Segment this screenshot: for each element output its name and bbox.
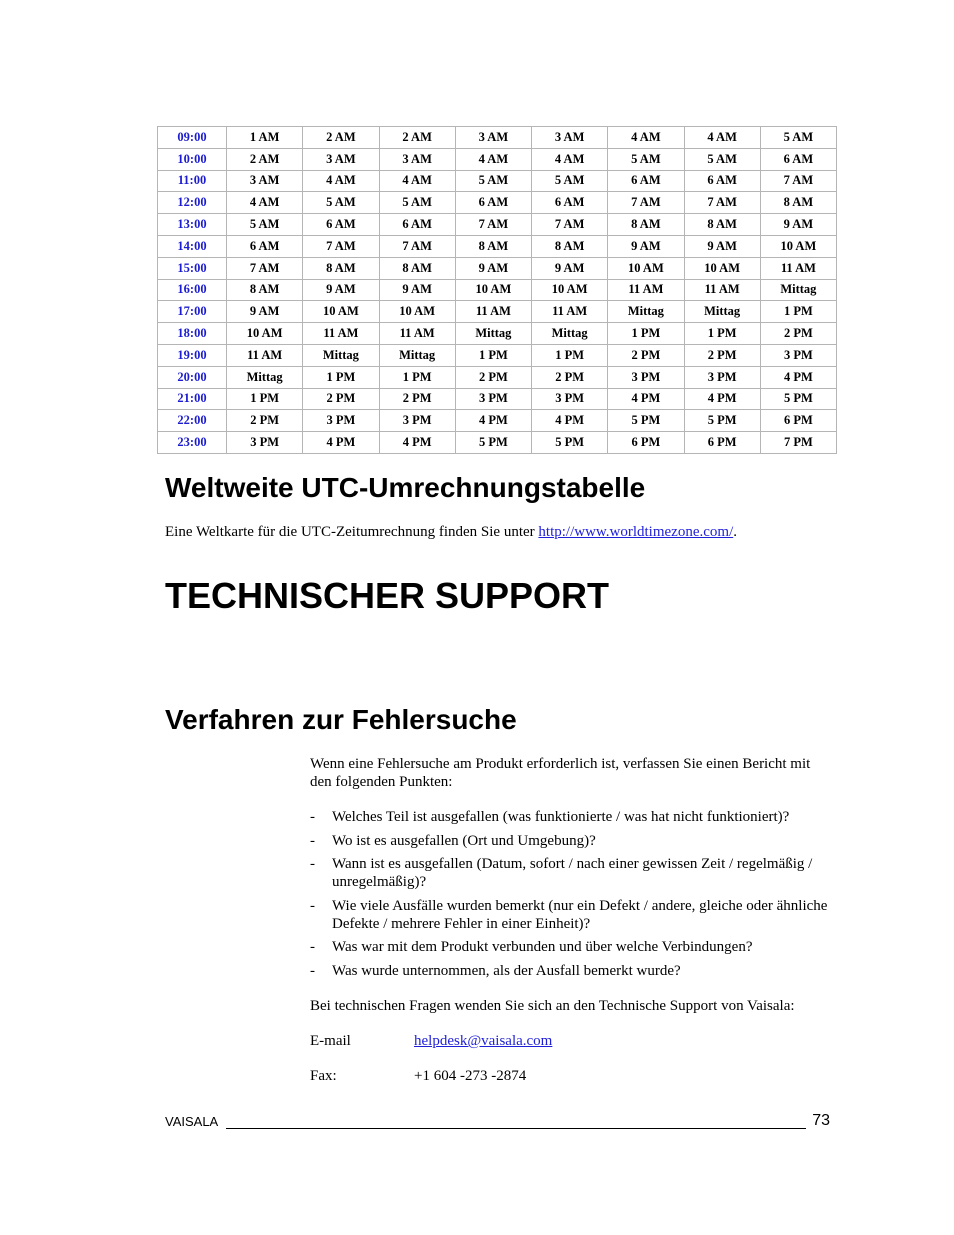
local-time-cell: 11 AM (226, 345, 302, 367)
local-time-cell: 4 PM (302, 432, 378, 454)
local-time-cell: 11 AM (379, 323, 455, 345)
support-contact-text: Bei technischen Fragen wenden Sie sich an den Technische Support von Vaisala: (310, 998, 795, 1014)
worldtimezone-link[interactable]: http://www.worldtimezone.com/ (538, 524, 734, 540)
local-time-cell: 4 PM (531, 410, 607, 432)
local-time-cell: Mittag (684, 301, 760, 323)
local-time-cell: 3 AM (531, 127, 607, 149)
local-time-cell: 3 AM (302, 149, 378, 171)
bullet-dash: - (310, 962, 315, 979)
local-time-cell: 6 AM (607, 171, 683, 193)
local-time-cell: 11 AM (760, 258, 836, 280)
utc-time-cell: 23:00 (157, 432, 226, 454)
local-time-cell: 5 AM (607, 149, 683, 171)
utc-section-text (165, 523, 830, 541)
local-time-cell: 11 AM (607, 280, 683, 302)
local-time-cell: 2 PM (226, 410, 302, 432)
bullet-text: Welches Teil ist ausgefallen (was funktionierte / was hat nicht funktioniert)? (332, 809, 790, 825)
local-time-cell: 7 AM (760, 171, 836, 193)
local-time-cell: 5 AM (455, 171, 531, 193)
local-time-cell: 1 PM (684, 323, 760, 345)
local-time-cell: 2 AM (379, 127, 455, 149)
utc-time-cell: 10:00 (157, 149, 226, 171)
local-time-cell: 4 PM (607, 389, 683, 411)
local-time-cell: 10 AM (302, 301, 378, 323)
local-time-cell: 6 AM (455, 192, 531, 214)
table-row (157, 171, 836, 193)
local-time-cell: 1 PM (531, 345, 607, 367)
local-time-cell: 6 PM (684, 432, 760, 454)
table-row (157, 236, 836, 258)
local-time-cell: 6 AM (760, 149, 836, 171)
local-time-cell: 8 AM (302, 258, 378, 280)
bullet-dash: - (310, 809, 315, 825)
local-time-cell: 6 AM (531, 192, 607, 214)
local-time-cell: 3 PM (379, 410, 455, 432)
utc-time-cell: 11:00 (157, 171, 226, 193)
chapter-title: TECHNISCHER SUPPORT (165, 575, 610, 616)
utc-time-cell: 15:00 (157, 258, 226, 280)
utc-time-cell: 18:00 (157, 323, 226, 345)
local-time-cell: Mittag (379, 345, 455, 367)
local-time-cell: 3 PM (684, 367, 760, 389)
local-time-cell: 11 AM (684, 280, 760, 302)
local-time-cell: 1 PM (302, 367, 378, 389)
local-time-cell: 9 AM (302, 280, 378, 302)
table-row (157, 323, 836, 345)
local-time-cell: 4 AM (226, 192, 302, 214)
local-time-cell: 11 AM (302, 323, 378, 345)
local-time-cell: 3 PM (226, 432, 302, 454)
local-time-cell: 9 AM (684, 236, 760, 258)
utc-time-cell: 12:00 (157, 192, 226, 214)
bullet-dash: - (310, 897, 315, 914)
utc-time-cell: 20:00 (157, 367, 226, 389)
utc-text-before: Eine Weltkarte für die UTC-Zeitumrechnung finden Sie unter (165, 524, 539, 540)
local-time-cell: 5 AM (684, 149, 760, 171)
local-time-cell: 6 AM (379, 214, 455, 236)
local-time-cell: 7 AM (455, 214, 531, 236)
local-time-cell: 7 AM (302, 236, 378, 258)
local-time-cell: 6 PM (607, 432, 683, 454)
local-time-cell: 7 AM (379, 236, 455, 258)
local-time-cell: 7 AM (684, 192, 760, 214)
local-time-cell: 4 AM (531, 149, 607, 171)
utc-time-cell: 21:00 (157, 389, 226, 411)
list-item (310, 832, 830, 850)
troubleshooting-bullet-list (310, 808, 830, 985)
local-time-cell: 7 AM (226, 258, 302, 280)
troubleshooting-heading: Verfahren zur Fehlersuche (165, 704, 517, 735)
local-time-cell: 3 AM (379, 149, 455, 171)
local-time-cell: 2 PM (531, 367, 607, 389)
local-time-cell: 1 PM (760, 301, 836, 323)
local-time-cell: 4 AM (379, 171, 455, 193)
local-time-cell: 2 AM (302, 127, 378, 149)
table-row (157, 410, 836, 432)
bullet-dash: - (310, 856, 315, 872)
local-time-cell: Mittag (531, 323, 607, 345)
footer-brand: VAISALA (165, 1114, 219, 1129)
utc-conversion-table (157, 126, 837, 454)
local-time-cell: Mittag (455, 323, 531, 345)
local-time-cell: 1 PM (607, 323, 683, 345)
local-time-cell: 10 AM (684, 258, 760, 280)
local-time-cell: 2 PM (760, 323, 836, 345)
local-time-cell: 2 PM (607, 345, 683, 367)
local-time-cell: 9 AM (531, 258, 607, 280)
table-row (157, 432, 836, 454)
bullet-text: Wie viele Ausfälle wurden bemerkt (nur ein Defekt / andere, gleiche oder ähnliche Defekte / mehrere Fehler in einer Einheit)? (332, 897, 828, 932)
local-time-cell: 2 PM (455, 367, 531, 389)
utc-table-body (157, 127, 836, 454)
local-time-cell: 8 AM (607, 214, 683, 236)
local-time-cell: 6 AM (302, 214, 378, 236)
table-row (157, 192, 836, 214)
local-time-cell: 11 AM (455, 301, 531, 323)
utc-time-cell: 09:00 (157, 127, 226, 149)
local-time-cell: 8 AM (760, 192, 836, 214)
page-number: 73 (812, 1112, 830, 1129)
local-time-cell: 10 AM (379, 301, 455, 323)
helpdesk-email-link[interactable]: helpdesk@vaisala.com (414, 1033, 553, 1049)
local-time-cell: 6 PM (760, 410, 836, 432)
local-time-cell: Mittag (607, 301, 683, 323)
utc-time-cell: 16:00 (157, 280, 226, 302)
table-row (157, 301, 836, 323)
footer-rule (226, 1128, 806, 1129)
local-time-cell: 4 AM (684, 127, 760, 149)
local-time-cell: 8 AM (379, 258, 455, 280)
local-time-cell: 10 AM (607, 258, 683, 280)
list-item (310, 938, 830, 956)
local-time-cell: 3 PM (531, 389, 607, 411)
local-time-cell: 2 PM (379, 389, 455, 411)
bullet-text: Was war mit dem Produkt verbunden und über welche Verbindungen? (332, 939, 753, 955)
local-time-cell: 9 AM (455, 258, 531, 280)
list-item (310, 855, 830, 891)
email-label: E-mail (310, 1033, 351, 1049)
local-time-cell: 1 PM (455, 345, 531, 367)
local-time-cell: Mittag (760, 280, 836, 302)
local-time-cell: 5 AM (760, 127, 836, 149)
fax-label: Fax: (310, 1068, 337, 1084)
table-row (157, 345, 836, 367)
local-time-cell: 8 AM (455, 236, 531, 258)
local-time-cell: 5 PM (607, 410, 683, 432)
local-time-cell: 5 AM (379, 192, 455, 214)
utc-text-after: . (733, 524, 737, 540)
utc-time-cell: 13:00 (157, 214, 226, 236)
local-time-cell: 10 AM (531, 280, 607, 302)
local-time-cell: 4 PM (684, 389, 760, 411)
local-time-cell: 4 AM (455, 149, 531, 171)
bullet-text: Wo ist es ausgefallen (Ort und Umgebung)? (332, 832, 596, 849)
local-time-cell: 5 PM (531, 432, 607, 454)
local-time-cell: 4 PM (760, 367, 836, 389)
local-time-cell: 10 AM (760, 236, 836, 258)
local-time-cell: 4 PM (455, 410, 531, 432)
local-time-cell: 10 AM (455, 280, 531, 302)
email-value (414, 1032, 552, 1050)
bullet-dash: - (310, 832, 315, 849)
troubleshooting-intro: Wenn eine Fehlersuche am Produkt erforderlich ist, verfassen Sie einen Bericht mit den folgenden Punkten: (310, 756, 811, 790)
local-time-cell: 8 AM (684, 214, 760, 236)
local-time-cell: 1 PM (379, 367, 455, 389)
bullet-dash: - (310, 939, 315, 955)
table-row (157, 149, 836, 171)
bullet-text: Wann ist es ausgefallen (Datum, sofort / nach einer gewissen Zeit / regelmäßig / unregelmäßig)? (332, 856, 813, 890)
local-time-cell: 3 AM (455, 127, 531, 149)
list-item (310, 962, 830, 980)
local-time-cell: 3 PM (760, 345, 836, 367)
local-time-cell: 11 AM (531, 301, 607, 323)
local-time-cell: 1 AM (226, 127, 302, 149)
table-row (157, 280, 836, 302)
utc-time-cell: 14:00 (157, 236, 226, 258)
list-item (310, 897, 830, 933)
local-time-cell: 3 PM (607, 367, 683, 389)
local-time-cell: 5 PM (760, 389, 836, 411)
local-time-cell: 4 AM (302, 171, 378, 193)
local-time-cell: 5 AM (302, 192, 378, 214)
local-time-cell: Mittag (226, 367, 302, 389)
local-time-cell: 4 AM (607, 127, 683, 149)
local-time-cell: 8 AM (531, 236, 607, 258)
table-row (157, 389, 836, 411)
utc-time-cell: 19:00 (157, 345, 226, 367)
local-time-cell: 4 PM (379, 432, 455, 454)
local-time-cell: 3 AM (226, 171, 302, 193)
local-time-cell: 9 AM (607, 236, 683, 258)
local-time-cell: 6 AM (226, 236, 302, 258)
table-row (157, 258, 836, 280)
local-time-cell: 7 PM (760, 432, 836, 454)
fax-value: +1 604 -273 -2874 (414, 1068, 527, 1084)
local-time-cell: 5 AM (531, 171, 607, 193)
local-time-cell: 2 PM (302, 389, 378, 411)
local-time-cell: Mittag (302, 345, 378, 367)
utc-time-cell: 22:00 (157, 410, 226, 432)
local-time-cell: 3 PM (302, 410, 378, 432)
table-row (157, 127, 836, 149)
local-time-cell: 8 AM (226, 280, 302, 302)
local-time-cell: 9 AM (379, 280, 455, 302)
bullet-text: Was wurde unternommen, als der Ausfall bemerkt wurde? (332, 962, 681, 979)
local-time-cell: 3 PM (455, 389, 531, 411)
local-time-cell: 5 PM (684, 410, 760, 432)
table-row (157, 214, 836, 236)
local-time-cell: 2 PM (684, 345, 760, 367)
local-time-cell: 6 AM (684, 171, 760, 193)
local-time-cell: 7 AM (531, 214, 607, 236)
local-time-cell: 5 AM (226, 214, 302, 236)
local-time-cell: 9 AM (760, 214, 836, 236)
local-time-cell: 1 PM (226, 389, 302, 411)
utc-section-heading: Weltweite UTC-Umrechnungstabelle (165, 472, 646, 503)
local-time-cell: 5 PM (455, 432, 531, 454)
list-item (310, 808, 830, 826)
local-time-cell: 2 AM (226, 149, 302, 171)
utc-time-cell: 17:00 (157, 301, 226, 323)
table-row (157, 367, 836, 389)
local-time-cell: 7 AM (607, 192, 683, 214)
local-time-cell: 10 AM (226, 323, 302, 345)
local-time-cell: 9 AM (226, 301, 302, 323)
